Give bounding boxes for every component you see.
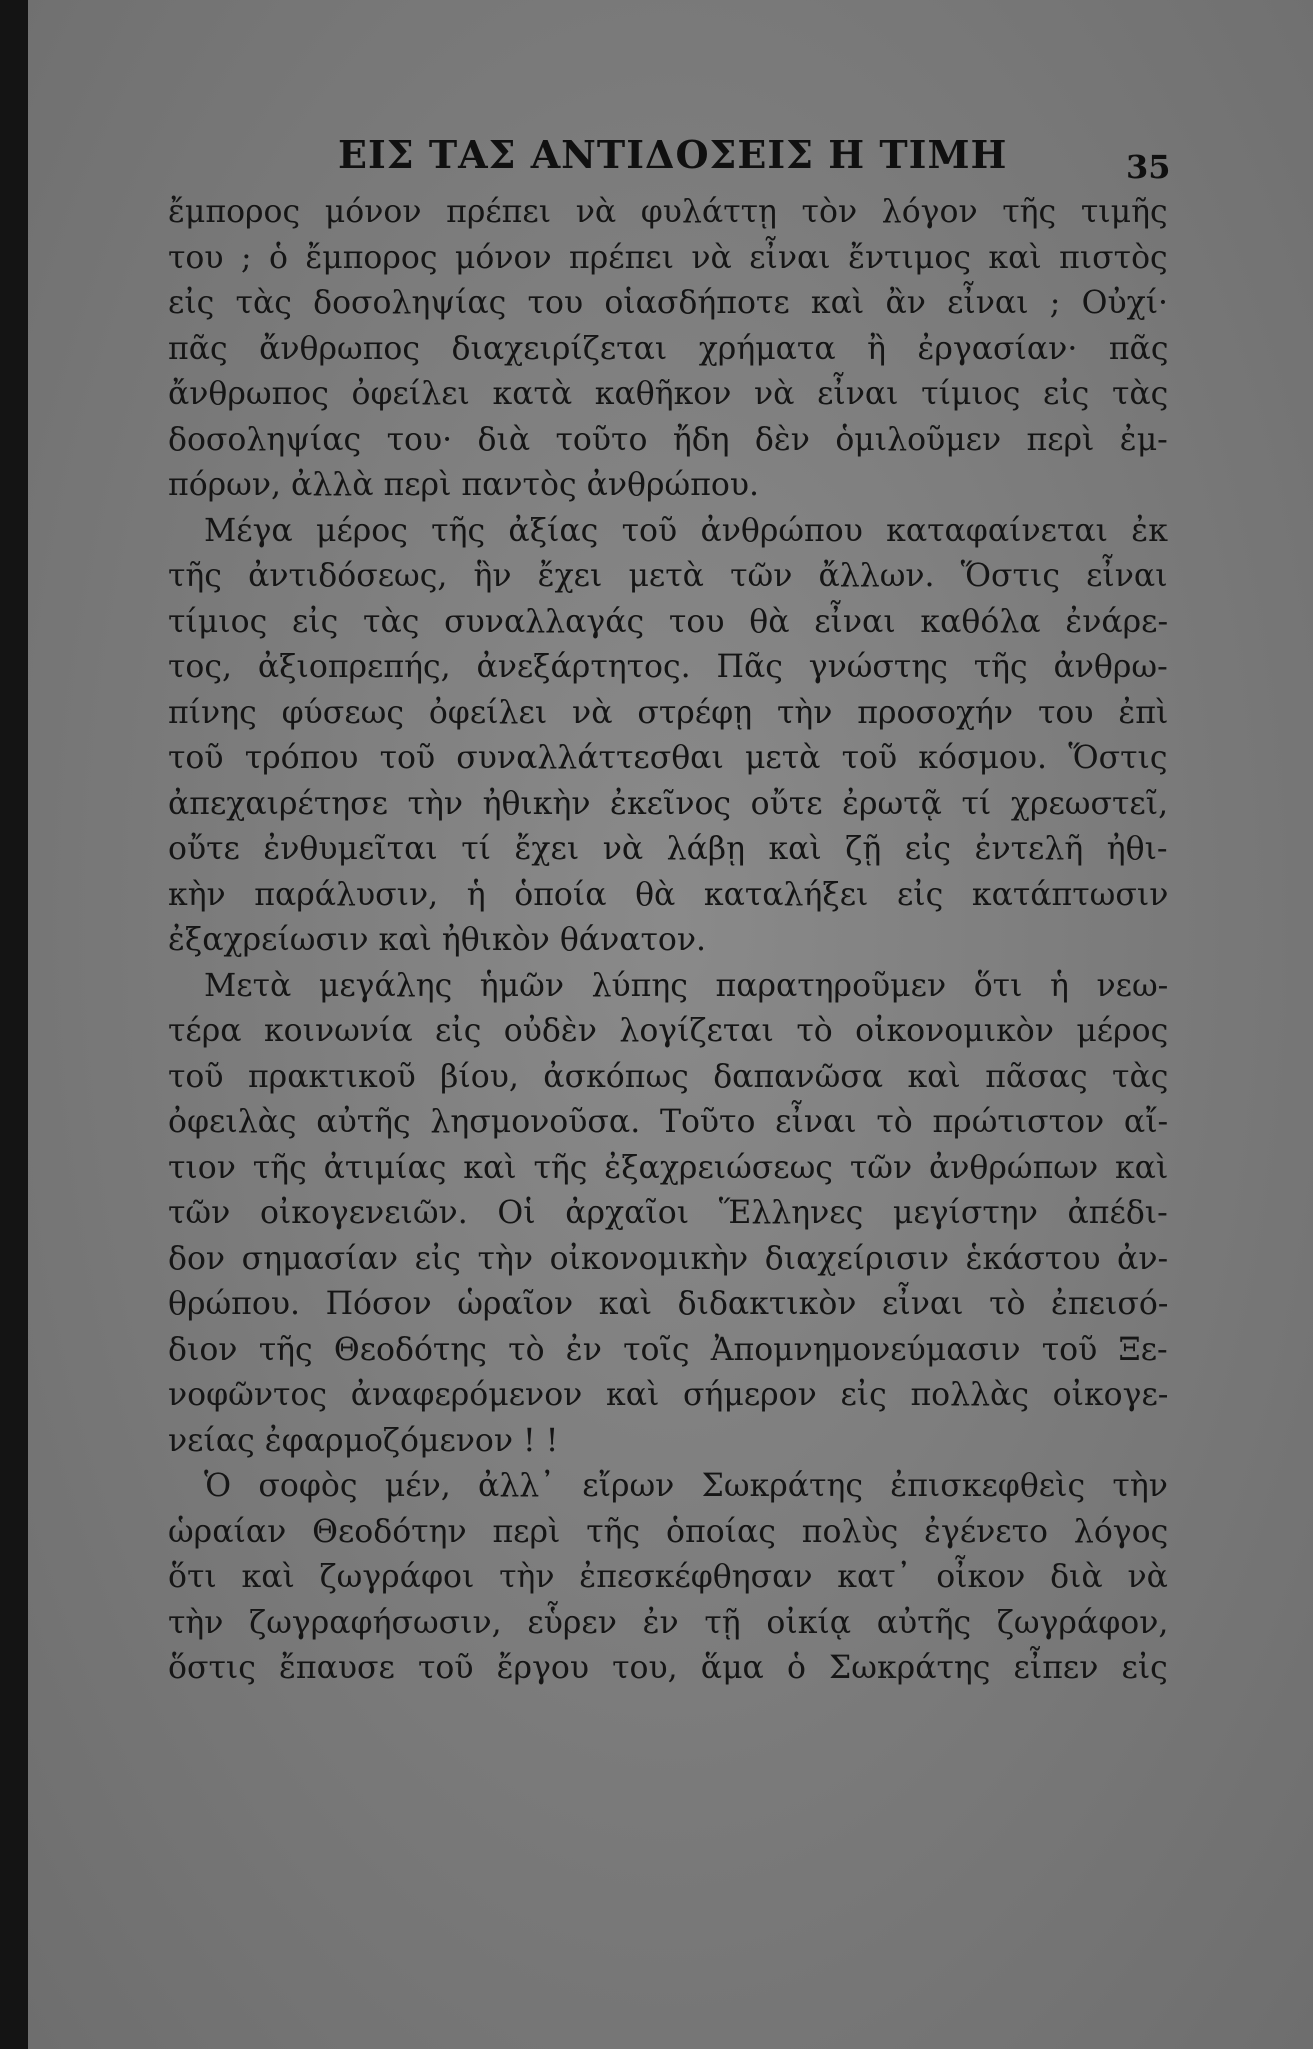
text-line: ἐξαχρείωσιν καὶ ἠθικὸν θάνατον.	[168, 922, 707, 958]
text-line: δοσοληψίας του· διὰ τοῦτο ἤδη δὲν ὁμιλοῦμεν περὶ ἐμ-	[168, 421, 1168, 458]
paragraph-first-line: Ὁ σοφὸς μέν, ἀλλ᾽ εἴρων Σωκράτης ἐπισκεφθεὶς τὴν	[204, 1468, 1168, 1504]
text-line: ὅστις ἔπαυσε τοῦ ἔργου του, ἅμα ὁ Σωκράτης εἶπεν εἰς	[168, 1650, 1168, 1686]
text-line: τοῦ πρακτικοῦ βίου, ἀσκόπως δαπανῶσα καὶ πᾶσας τὰς	[168, 1058, 1169, 1095]
text-line: ὅτι καὶ ζωγράφοι τὴν ἐπεσκέφθησαν κατ᾽ οἶκον διὰ νὰ	[168, 1559, 1168, 1595]
text-line: διον τῆς Θεοδότης τὸ ἐν τοῖς Ἀπομνημονεύμασιν τοῦ Ξε-	[168, 1331, 1168, 1368]
text-line: ἔμπορος μόνον πρέπει νὰ φυλάττῃ τὸν λόγον τῆς τιμῆς	[168, 194, 1168, 230]
text-line: πίνης φύσεως ὀφείλει νὰ στρέφῃ τὴν προσοχήν του ἐπὶ	[168, 694, 1169, 731]
page-number: 35	[1126, 148, 1171, 186]
text-line: νοφῶντος ἀναφερόμενον καὶ σήμερον εἰς πολλὰς οἰκογε-	[168, 1377, 1169, 1413]
book-spine-shadow	[0, 0, 28, 2049]
text-line: κὴν παράλυσιν, ἡ ὁποία θὰ καταλήξει εἰς κατάπτωσιν	[168, 876, 1169, 913]
text-line: δον σημασίαν εἰς τὴν οἰκονομικὴν διαχείρισιν ἑκάστου ἀν-	[168, 1240, 1169, 1277]
text-line: εἰς τὰς δοσοληψίας του οἱασδήποτε καὶ ἂν εἶναι ; Οὐχί·	[168, 285, 1169, 321]
text-line: τίμιος εἰς τὰς συναλλαγάς του θὰ εἶναι καθόλα ἐνάρε-	[168, 603, 1169, 640]
text-line: τιον τῆς ἀτιμίας καὶ τῆς ἐξαχρειώσεως τῶν ἀνθρώπων καὶ	[168, 1149, 1169, 1186]
text-line: ὀφειλὰς αὐτῆς λησμονοῦσα. Τοῦτο εἶναι τὸ πρώτιστον αἴ-	[168, 1104, 1169, 1140]
book-page	[28, 0, 1313, 2049]
text-line: τῆς ἀντιδόσεως, ἣν ἔχει μετὰ τῶν ἄλλων. Ὅστις εἶναι	[168, 558, 1168, 594]
text-line: πόρων, ἀλλὰ περὶ παντὸς ἀνθρώπου.	[168, 467, 760, 503]
text-line: ὡραίαν Θεοδότην περὶ τῆς ὁποίας πολὺς ἐγένετο λόγος	[168, 1513, 1169, 1550]
paragraph-first-line: Μετὰ μεγάλης ἡμῶν λύπης παρατηροῦμεν ὅτι ἡ νεω-	[204, 967, 1169, 1004]
text-line: τῶν οἰκογενειῶν. Οἱ ἀρχαῖοι Ἕλληνες μεγίστην ἀπέδι-	[168, 1195, 1168, 1231]
text-line: ἀπεχαιρέτησε τὴν ἠθικὴν ἐκεῖνος οὔτε ἐρωτᾷ τί χρεωστεῖ,	[168, 785, 1169, 822]
body-text	[168, 190, 1168, 1692]
text-line: οὔτε ἐνθυμεῖται τί ἔχει νὰ λάβῃ καὶ ζῇ εἰς ἐντελῆ ἠθι-	[168, 831, 1168, 867]
text-line: ἄνθρωπος ὀφείλει κατὰ καθῆκον νὰ εἶναι τίμιος εἰς τὰς	[168, 376, 1169, 412]
text-line: τέρα κοινωνία εἰς οὐδὲν λογίζεται τὸ οἰκονομικὸν μέρος	[168, 1013, 1169, 1049]
text-line: τος, ἀξιοπρεπής, ἀνεξάρτητος. Πᾶς γνώστης τῆς ἀνθρω-	[168, 649, 1168, 685]
paragraph-first-line: Μέγα μέρος τῆς ἀξίας τοῦ ἀνθρώπου καταφαίνεται ἐκ	[204, 512, 1168, 549]
text-line: πᾶς ἄνθρωπος διαχειρίζεται χρήματα ἢ ἐργασίαν· πᾶς	[168, 330, 1169, 367]
text-line: νείας ἐφαρμοζόμενον ! !	[168, 1422, 559, 1459]
text-line: τοῦ τρόπου τοῦ συναλλάττεσθαι μετὰ τοῦ κόσμου. Ὅστις	[168, 740, 1168, 776]
text-line: τὴν ζωγραφήσωσιν, εὗρεν ἐν τῇ οἰκίᾳ αὐτῆς ζωγράφον,	[168, 1604, 1169, 1641]
running-header: ΕΙΣ ΤΑΣ ΑΝΤΙΔΟΣΕΙΣ Η ΤΙΜΗ	[338, 132, 1008, 177]
text-line: του ; ὁ ἔμπορος μόνον πρέπει νὰ εἶναι ἔντιμος καὶ πιστὸς	[168, 239, 1168, 276]
text-line: θρώπου. Πόσον ὡραῖον καὶ διδακτικὸν εἶναι τὸ ἐπεισό-	[168, 1286, 1169, 1322]
